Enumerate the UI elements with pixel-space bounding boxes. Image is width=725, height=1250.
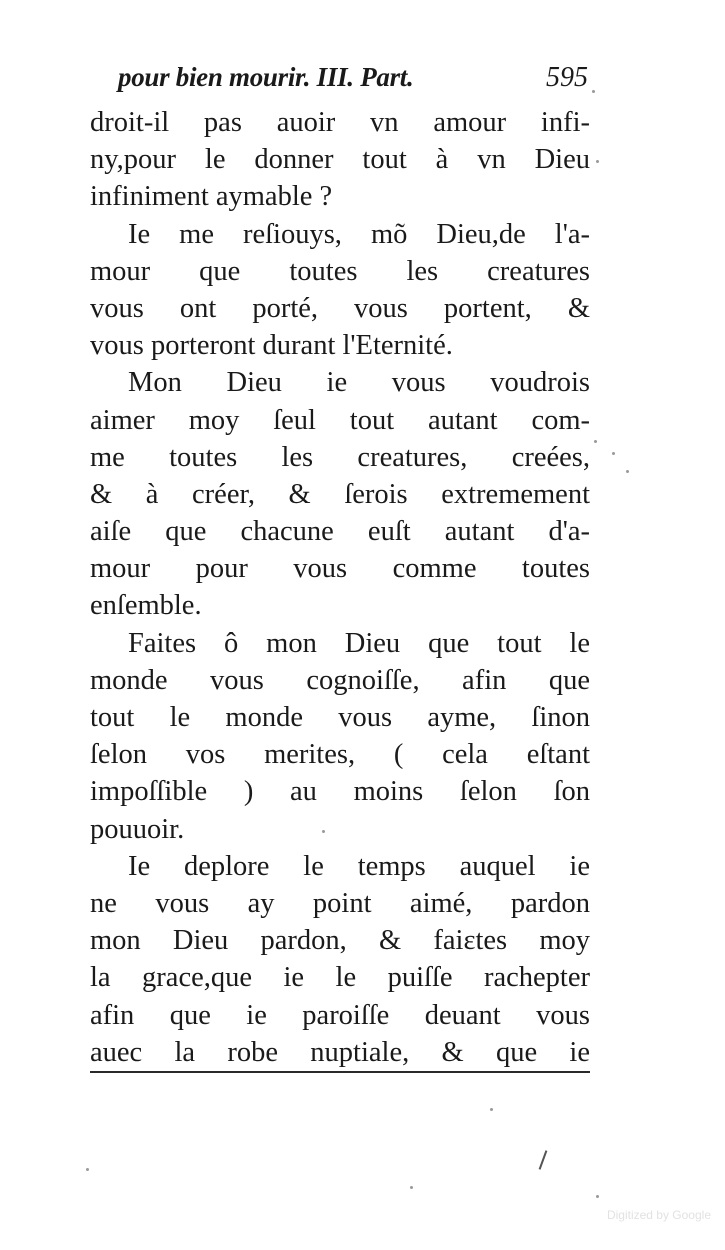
- scan-speck: [596, 160, 599, 163]
- text-line: vous ont porté, vous portent, &: [90, 292, 590, 324]
- text-line: droit-il pas auoir vn amour infi-: [90, 107, 590, 138]
- text-line: afin que ie paroiſſe deuant vous: [90, 999, 590, 1031]
- paragraph-start-line: Ie deplore le temps auquel ie: [128, 850, 590, 882]
- page-number: 595: [546, 62, 588, 93]
- scan-speck: [86, 1168, 89, 1171]
- text-line: enſemble.: [90, 590, 202, 622]
- text-line: & à créer, & ſerois extremement: [90, 478, 590, 510]
- text-line: ny,pour le donner tout à vn Dieu: [90, 144, 590, 176]
- text-line: ne vous ay point aimé, pardon: [90, 887, 590, 919]
- paragraph-start-line: Ie me reſiouys, mõ Dieu,de l'a-: [128, 218, 590, 250]
- scan-speck: [322, 830, 325, 833]
- text-line: aiſe que chacune euſt autant d'a-: [90, 516, 590, 548]
- paragraph-start-line: Mon Dieu ie vous voudrois: [128, 367, 590, 399]
- text-line: ſelon vos merites, ( cela eſtant: [90, 739, 590, 771]
- text-line: mour que toutes les creatures: [90, 255, 590, 287]
- text-line: mon Dieu pardon, & faiɛtes moy: [90, 925, 590, 957]
- running-head-title: pour bien mourir. III. Part.: [118, 62, 414, 92]
- text-line: auec la robe nuptiale, & que ie: [90, 1034, 590, 1073]
- body-text: [90, 104, 590, 1073]
- running-head: [118, 62, 588, 102]
- text-line: mour pour vous comme toutes: [90, 553, 590, 585]
- scan-speck: [626, 470, 629, 473]
- text-line: vous porteront durant l'Eternité.: [90, 330, 453, 362]
- text-line: me toutes les creatures, creées,: [90, 441, 590, 473]
- scan-speck: [612, 452, 615, 455]
- scan-speck: [592, 90, 595, 93]
- text-line: pouuoir.: [90, 813, 185, 845]
- scan-mark: [539, 1150, 548, 1169]
- text-line: impoſſible ) au moins ſelon ſon: [90, 776, 590, 808]
- text-line: monde vous cognoiſſe, afin que: [90, 664, 590, 696]
- text-line: tout le monde vous ayme, ſinon: [90, 702, 590, 733]
- text-line: infiniment aymable ?: [90, 181, 333, 213]
- scan-speck: [490, 1108, 493, 1111]
- scan-speck: [594, 440, 597, 443]
- text-line: aimer moy ſeul tout autant com-: [90, 404, 590, 436]
- scan-speck: [596, 1195, 599, 1198]
- scan-speck: [410, 1186, 413, 1189]
- watermark: Digitized by Google: [606, 1208, 711, 1222]
- text-line: la grace,que ie le puiſſe rachepter: [90, 962, 590, 994]
- paragraph-start-line: Faites ô mon Dieu que tout le: [128, 627, 590, 659]
